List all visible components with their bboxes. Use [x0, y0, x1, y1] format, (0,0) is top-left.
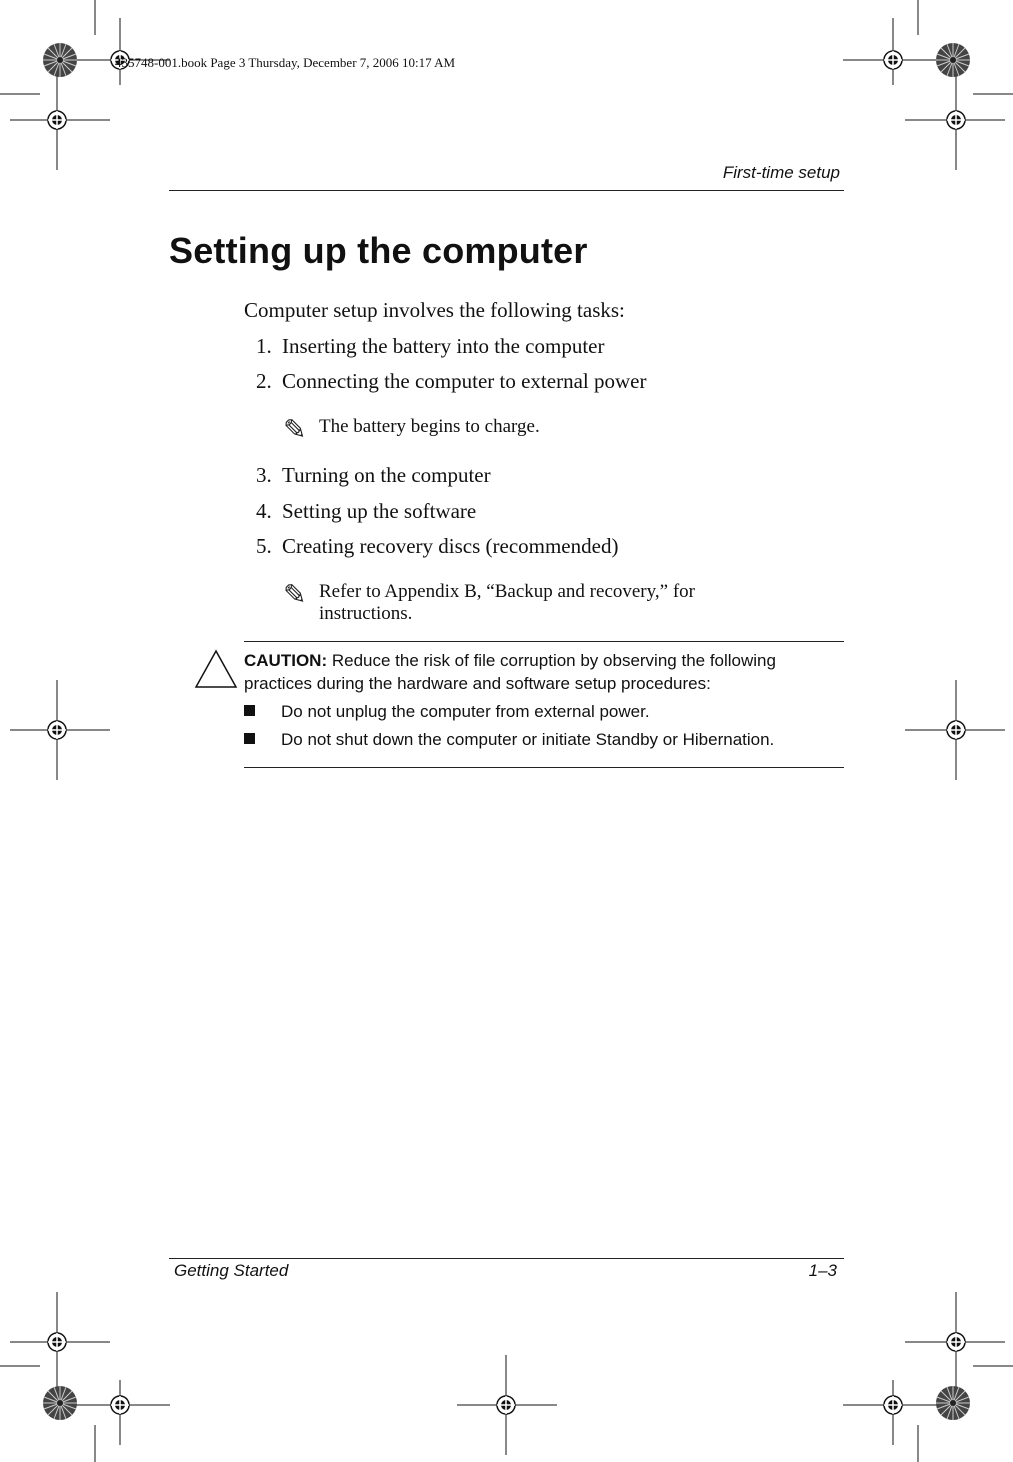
caution-bottom-rule [244, 767, 844, 768]
caution-top-rule [244, 641, 844, 642]
note-line: Refer to Appendix B, “Backup and recovery,” for [319, 581, 695, 602]
print-slug: 435748-001.book Page 3 Thursday, December 7, 2006 10:17 AM [115, 55, 456, 70]
bullet-square-icon [244, 733, 255, 744]
caution-bullet [244, 702, 650, 722]
task-number: 2. [256, 369, 272, 393]
bullet-text: Do not shut down the computer or initiate Standby or Hibernation. [281, 730, 775, 749]
task-text: Setting up the software [282, 499, 477, 523]
task-number: 4. [256, 499, 272, 523]
task-item [256, 334, 605, 359]
page-title: Setting up the computer [169, 230, 588, 271]
task-text: Turning on the computer [282, 463, 491, 487]
footer-rule [169, 1258, 844, 1259]
intro-text: Computer setup involves the following tasks: [244, 298, 625, 322]
caution-label: CAUTION: [244, 651, 328, 670]
task-item [256, 534, 618, 559]
task-text: Creating recovery discs (recommended) [282, 534, 619, 558]
task-number: 3. [256, 463, 272, 487]
footer-page-number: 1–3 [808, 1261, 837, 1280]
note-line: instructions. [319, 603, 413, 624]
task-text: Inserting the battery into the computer [282, 334, 605, 358]
caution-triangle-icon [194, 647, 238, 691]
note-text [319, 581, 695, 625]
caution-text [244, 649, 834, 695]
note-pencil-icon: ✎ [283, 413, 307, 446]
header-rule [169, 190, 844, 191]
note-text [319, 416, 540, 438]
task-number: 1. [256, 334, 272, 358]
bullet-text: Do not unplug the computer from external power. [281, 702, 650, 721]
caution-bullet [244, 730, 774, 750]
task-number: 5. [256, 534, 272, 558]
task-item [256, 463, 491, 488]
note-pencil-icon: ✎ [283, 578, 307, 611]
caution-body: Reduce the risk of file corruption by observing the following practices during the hardware and software setup procedures: [244, 651, 776, 693]
running-head: First-time setup [722, 163, 840, 182]
bullet-square-icon [244, 705, 255, 716]
task-text: Connecting the computer to external power [282, 369, 647, 393]
footer-book-title: Getting Started [174, 1261, 289, 1280]
note-line: The battery begins to charge. [319, 416, 540, 437]
task-item [256, 499, 476, 524]
task-item [256, 369, 646, 394]
